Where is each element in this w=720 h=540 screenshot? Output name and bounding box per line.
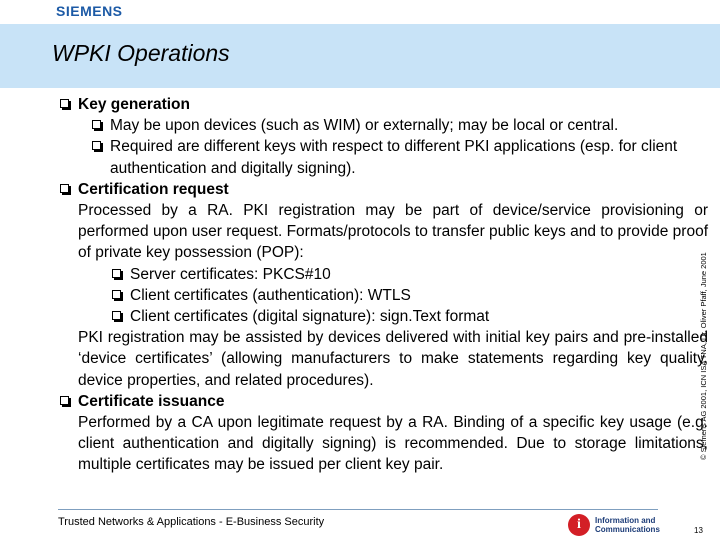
checkbox-bullet-icon: [60, 184, 69, 193]
page-title: WPKI Operations: [52, 40, 230, 66]
sub-bullet: [78, 285, 708, 306]
paragraph: Processed by a RA. PKI registration may be part of device/service provisioning or performed upon user request. Formats/protocols to transfer public keys and to provide proof of private key possession (POP):: [78, 202, 708, 262]
paragraph: PKI registration may be assisted by devices delivered with initial key pairs and pre-installed ‘device certificates’ (allowing manufacturers to make statements regarding key quality, device properties, and related procedures).: [78, 329, 708, 389]
checkbox-bullet-icon: [92, 141, 101, 150]
checkbox-bullet-icon: [92, 120, 101, 129]
bullet-key-generation: [58, 94, 708, 115]
sub-bullet: [58, 136, 708, 178]
page-number: 13: [694, 526, 703, 535]
info-communications-logo-icon: [568, 514, 590, 536]
sub-bullet: [78, 306, 708, 327]
checkbox-bullet-icon: [112, 290, 121, 299]
logo-caption-line: Communications: [595, 525, 660, 534]
section-heading: Certification request: [78, 180, 229, 198]
checkbox-bullet-icon: [60, 99, 69, 108]
slide-content: [58, 94, 708, 476]
sub-bullet-text: Client certificates (authentication): WTLS: [130, 286, 411, 304]
sub-bullet-text: Required are different keys with respect to different PKI applications (esp. for client authentication and digitally signing).: [110, 138, 678, 177]
sub-bullet-text: Server certificates: PKCS#10: [130, 265, 331, 283]
logo-letter: i: [577, 517, 581, 532]
footer-divider: [58, 509, 658, 510]
sub-bullet: [58, 115, 708, 136]
paragraph: Performed by a CA upon legitimate request by a RA. Binding of a specific key usage (e.g. client authentication and digitally signing) is recommended. Due to storage limitations, multiple certificates may be issued per client key pair.: [78, 414, 708, 474]
sub-bullet-text: Client certificates (digital signature): sign.Text format: [130, 308, 490, 326]
section-heading: Certificate issuance: [78, 392, 225, 410]
footer-text: Trusted Networks & Applications - E-Business Security: [58, 516, 325, 528]
sub-list: [58, 264, 708, 328]
siemens-logo: SIEMENS: [56, 3, 123, 19]
sub-bullet: [78, 264, 708, 285]
bullet-certification-request: [58, 179, 708, 200]
logo-caption: [595, 516, 660, 534]
logo-caption-line: Information and: [595, 516, 656, 525]
checkbox-bullet-icon: [112, 311, 121, 320]
bullet-certificate-issuance: [58, 391, 708, 412]
section-heading: Key generation: [78, 96, 190, 113]
copyright-note: © Siemens AG 2001, ICN ISA TNA, Dr. Oliver Pfaff, June 2001: [699, 252, 708, 460]
checkbox-bullet-icon: [60, 396, 69, 405]
checkbox-bullet-icon: [112, 269, 121, 278]
sub-bullet-text: May be upon devices (such as WIM) or externally; may be local or central.: [110, 117, 619, 135]
